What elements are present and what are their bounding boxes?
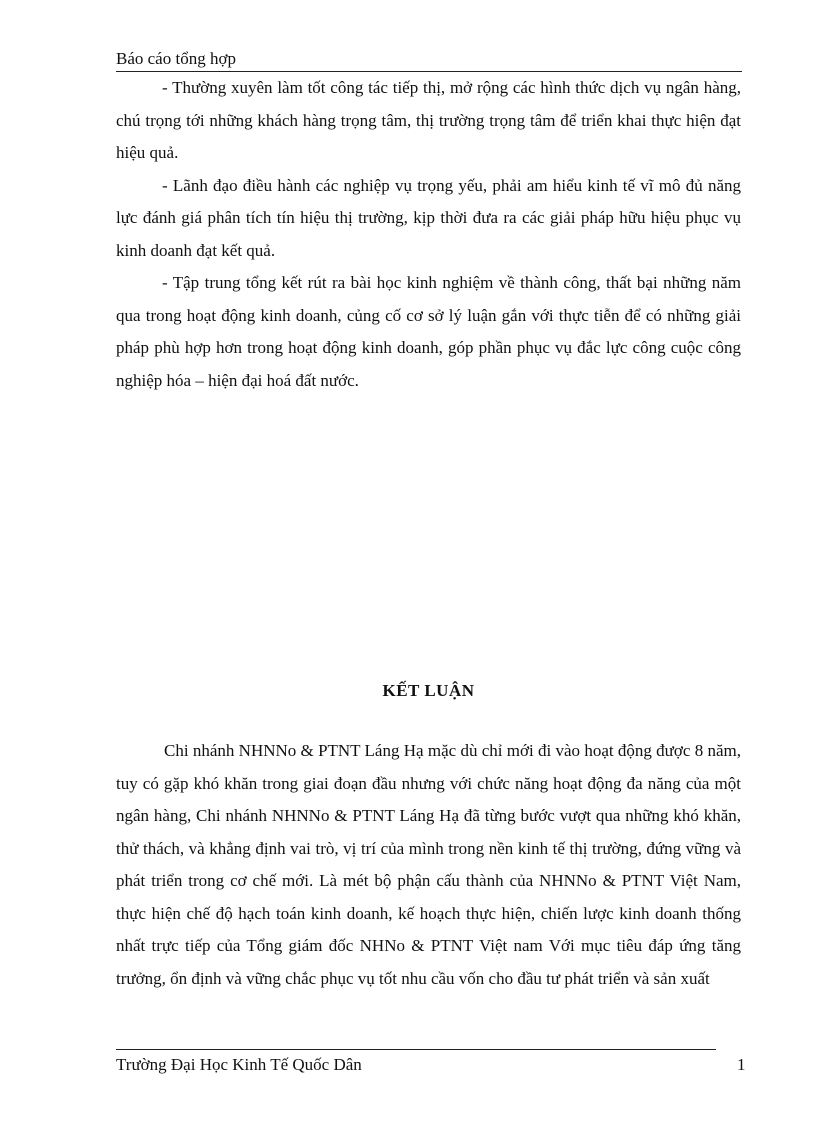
conclusion-heading: KẾT LUẬN [382, 681, 475, 700]
paragraph-marketing: - Thường xuyên làm tốt công tác tiếp thị, mở rộng các hình thức dịch vụ ngân hàng, chú trọng tới những khách hàng trọng tâm, thị trường trọng tâm để triển khai thực hiện đạt hiệu quả. [116, 78, 741, 162]
conclusion-paragraph: Chi nhánh NHNNo & PTNT Láng Hạ mặc dù chỉ mới đi vào hoạt động được 8 năm, tuy có gặp khó khăn trong giai đoạn đầu nhưng với chức năng hoạt động đa năng của một ngân hàng, Chi nhánh NHNNo & PTNT Láng Hạ đã từng bước vượt qua những khó khăn, thử thách, và khẳng định vai trò, vị trí của mình trong nền kinh tế thị trường, đứng vững và phát triển trong cơ chế mới. Là mét bộ phận cấu thành của NHNNo & PTNT Việt Nam, thực hiện chế độ hạch toán kinh doanh, kế hoạch thực hiện, chiến lược kinh doanh thống nhất trực tiếp của Tổng giám đốc NHNo & PTNT Việt nam Với mục tiêu đáp ứng tăng trưởng, ổn định và vững chắc phục vụ tốt nhu cầu vốn cho đầu tư phát triển và sản xuất [116, 741, 741, 988]
header-title: Báo cáo tổng hợp [116, 49, 236, 68]
footer-institution: Trường Đại Học Kinh Tế Quốc Dân [116, 1055, 362, 1074]
footer-divider [116, 1049, 716, 1050]
conclusion-section [116, 735, 741, 995]
page-number: 1 [737, 1055, 746, 1074]
page-header [116, 48, 742, 72]
intro-section [116, 72, 741, 397]
paragraph-lessons: - Tập trung tổng kết rút ra bài học kinh nghiệm về thành công, thất bại những năm qua trong hoạt động kinh doanh, củng cố cơ sở lý luận gắn với thực tiễn để có những giải pháp phù hợp hơn trong hoạt động kinh doanh, góp phần phục vụ đắc lực công cuộc công nghiệp hóa – hiện đại hoá đất nước. [116, 273, 741, 390]
paragraph-leadership: - Lãnh đạo điều hành các nghiệp vụ trọng yếu, phải am hiểu kinh tế vĩ mô đủ năng lực đánh giá phân tích tín hiệu thị trường, kịp thời đưa ra các giải pháp hữu hiệu phục vụ kinh doanh đạt kết quả. [116, 175, 741, 260]
